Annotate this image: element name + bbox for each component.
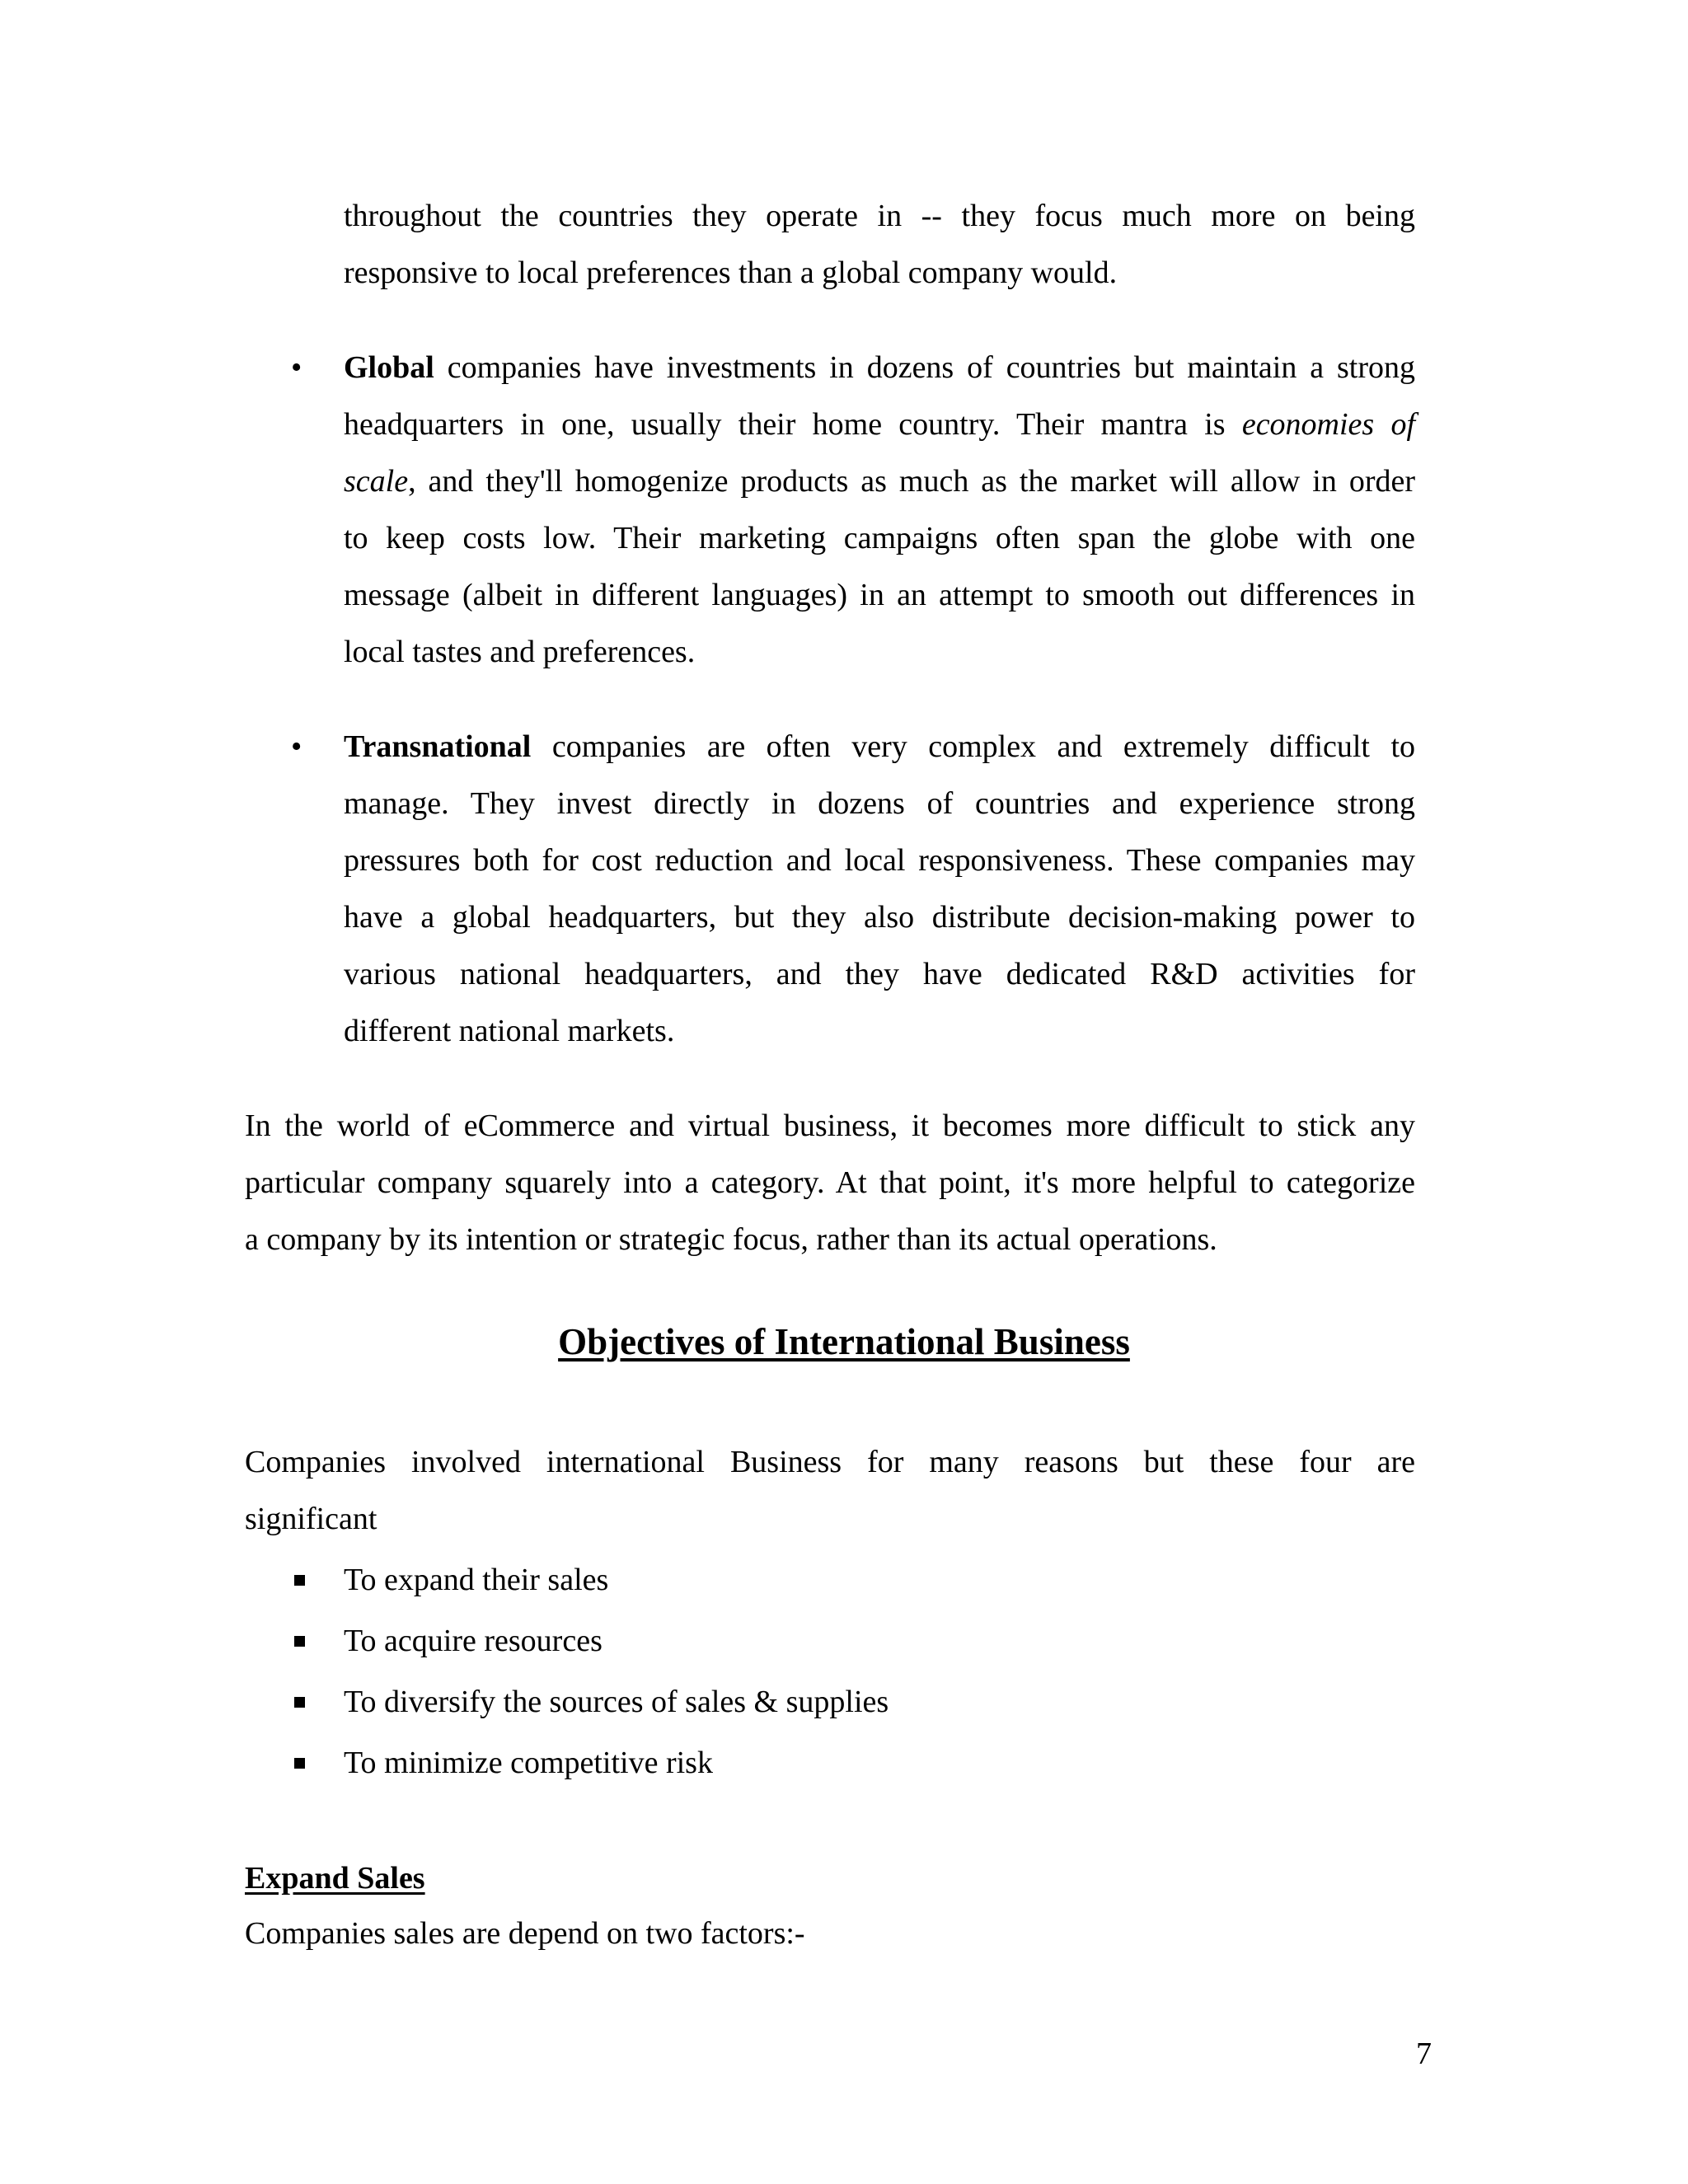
ecommerce-line-1: In the world of eCommerce and virtual business, it becomes more difficult to stick any	[245, 1108, 1415, 1143]
page-number: 7	[1416, 2036, 1432, 2071]
transnational-line-1	[344, 728, 1415, 766]
global-line-3-italic: scale	[344, 464, 409, 499]
objectives-intro-line-1: Companies involved international Business for many reasons but these four are	[245, 1445, 1415, 1479]
transnational-line-1-text: companies are often very complex and extremely difficult to	[551, 729, 1416, 764]
section-heading: Objectives of International Business	[558, 1321, 1130, 1362]
global-line-1	[344, 349, 1415, 387]
ecommerce-line-3: a company by its intention or strategic focus, rather than its actual operations.	[245, 1222, 1217, 1257]
square-bullet-icon	[294, 1575, 305, 1586]
continuation-line-2: responsive to local preferences than a global company would.	[344, 255, 1118, 290]
bullet-dot-transnational: •	[291, 729, 302, 764]
transnational-line-4: have a global headquarters, but they also distribute decision-making power to	[344, 900, 1415, 935]
square-bullet-icon	[294, 1636, 305, 1647]
ecommerce-line-2: particular company squarely into a category. At that point, it's more helpful to categorize	[245, 1165, 1415, 1200]
continuation-line-1: throughout the countries they operate in -- they focus much more on being	[344, 199, 1415, 233]
list-item: To acquire resources	[344, 1624, 603, 1658]
expand-sales-text: Companies sales are depend on two factors:-	[245, 1916, 805, 1951]
global-line-2-italic: economies of	[1241, 407, 1416, 442]
transnational-line-5: various national headquarters, and they have dedicated R&D activities for	[344, 957, 1415, 991]
transnational-term: Transnational	[344, 729, 532, 764]
square-bullet-icon	[294, 1758, 305, 1769]
global-line-2	[344, 405, 1415, 443]
global-line-4: to keep costs low. Their marketing campaigns often span the globe with one	[344, 521, 1415, 555]
global-line-1-text: companies have investments in dozens of countries but maintain a strong	[447, 350, 1416, 385]
global-term: Global	[344, 350, 434, 385]
square-bullet-icon	[294, 1697, 305, 1708]
global-line-5: message (albeit in different languages) in an attempt to smooth out differences in	[344, 578, 1415, 612]
bullet-dot-global: •	[291, 350, 302, 385]
objectives-intro-line-2: significant	[245, 1502, 377, 1536]
transnational-line-6: different national markets.	[344, 1014, 675, 1048]
global-line-2-text: headquarters in one, usually their home country. Their mantra is	[344, 407, 1226, 442]
list-item: To minimize competitive risk	[344, 1746, 713, 1780]
global-line-6: local tastes and preferences.	[344, 635, 696, 669]
transnational-line-3: pressures both for cost reduction and local responsiveness. These companies may	[344, 843, 1415, 878]
list-item: To expand their sales	[344, 1563, 609, 1597]
global-line-3	[344, 462, 1415, 500]
transnational-line-2: manage. They invest directly in dozens of countries and experience strong	[344, 786, 1415, 821]
global-line-3-text: , and they'll homogenize products as much as the market will allow in order	[408, 464, 1415, 499]
expand-sales-heading: Expand Sales	[245, 1861, 425, 1896]
list-item: To diversify the sources of sales & supplies	[344, 1685, 889, 1719]
